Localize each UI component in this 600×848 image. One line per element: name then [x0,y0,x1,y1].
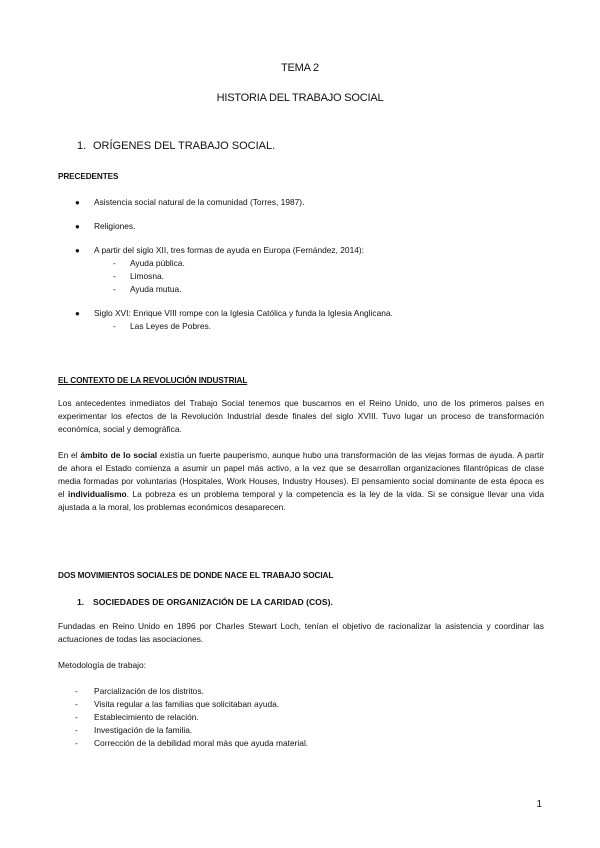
contexto-heading: EL CONTEXTO DE LA REVOLUCIÓN INDUSTRIAL [58,376,248,385]
sub-list-item-text: Ayuda pública. [130,258,185,268]
list-item-text: Siglo XVI: Enrique VIII rompe con la Iglesia Católica y funda la Iglesia Anglicana. [94,308,393,318]
text-run: . La pobreza es un problema temporal y la competencia es la ley de la vida. Si se consigue llevar una vida ajustada a la moral, los problemas económicos desaparecen. [58,489,544,512]
list-item [58,685,538,698]
list-item-text: Asistencia social natural de la comunidad (Torres, 1987). [94,197,305,207]
sub-list-item-text: Limosna. [130,271,164,281]
list-item [58,244,558,296]
contexto-paragraph-1: Los antecedentes inmediatos del Trabajo Social tenemos que buscarnos en el Reino Unido, uno de los primeros países en experimentar los efectos de la Revolución Industrial desde finales del siglo XVIII. Tuvo lugar un proceso de transformación económica, social y demográfica. [58,398,544,434]
metodologia-list [58,685,538,750]
sub-list [94,257,558,296]
document-title: HISTORIA DEL TRABAJO SOCIAL [216,92,384,104]
dash-icon: - [75,712,78,722]
list-item-text: Religiones. [94,221,136,231]
text-run: existía un fuerte pauperismo, aunque hubo una transformación de las viejas formas de ayuda. A partir de ahora el Estado comienza a asumir un papel más activo, a la vez que se desarrollan organizaciones filantrópicas de clase media formadas por voluntarias (Hospitales, Work Houses, Industry Houses). El pensamiento social dominante de esta época es el [58,450,544,499]
text-run: En el [58,450,81,460]
list-item [58,307,558,333]
list-item [58,711,538,724]
sub-list-item [94,270,558,283]
bullet-icon: ● [75,246,80,255]
dash-icon: - [75,686,78,696]
bullet-icon: ● [75,309,80,318]
dash-icon: - [75,699,78,709]
contexto-paragraph-2 [58,449,544,514]
precedentes-list [58,196,558,333]
cos-title: SOCIEDADES DE ORGANIZACIÓN DE LA CARIDAD (COS). [93,597,333,607]
metodologia-label: Metodología de trabajo: [58,660,146,670]
bullet-icon: ● [75,222,80,231]
sub-list-item [94,283,558,296]
sub-list-item [94,320,558,333]
list-item [58,220,558,233]
dash-icon: - [113,271,116,281]
list-item-text: Corrección de la debilidad moral más que ayuda material. [94,738,309,748]
cos-paragraph: Fundadas en Reino Unido en 1896 por Charles Stewart Loch, tenían el objetivo de racionalizar la asistencia y coordinar las actuaciones de todas las asociaciones. [58,621,544,644]
dash-icon: - [113,258,116,268]
dash-icon: - [75,725,78,735]
movimientos-heading: DOS MOVIMIENTOS SOCIALES DE DONDE NACE EL TRABAJO SOCIAL [58,571,334,580]
precedentes-heading: PRECEDENTES [58,172,119,181]
dash-icon: - [75,738,78,748]
page-number: 1 [536,799,542,810]
list-item [58,698,538,711]
list-item-text: Visita regular a las familias que solicitaban ayuda. [94,699,280,709]
list-item [58,724,538,737]
tema-label: TEMA 2 [281,62,319,74]
dash-icon: - [113,284,116,294]
bullet-icon: ● [75,198,80,207]
list-item-text: Investigación de la familia. [94,725,193,735]
sub-list-item [94,257,558,270]
dash-icon: - [113,321,116,331]
section-1-number: 1. [77,140,87,152]
cos-heading [77,597,333,607]
list-item-text: Parcialización de los distritos. [94,686,204,696]
sub-list-item-text: Las Leyes de Pobres. [130,321,212,331]
list-item [58,196,558,209]
cos-number: 1. [77,597,85,607]
list-item-text: Establecimiento de relación. [94,712,199,722]
section-1-title: ORÍGENES DEL TRABAJO SOCIAL. [93,140,276,152]
section-1-heading [77,140,275,152]
list-item [58,737,538,750]
bold-term: ámbito de lo social [80,450,158,460]
bold-term: individualismo [68,489,127,499]
sub-list-item-text: Ayuda mutua. [130,284,182,294]
list-item-text: A partir del siglo XII, tres formas de ayuda en Europa (Fernández, 2014): [94,245,365,255]
sub-list [94,320,558,333]
